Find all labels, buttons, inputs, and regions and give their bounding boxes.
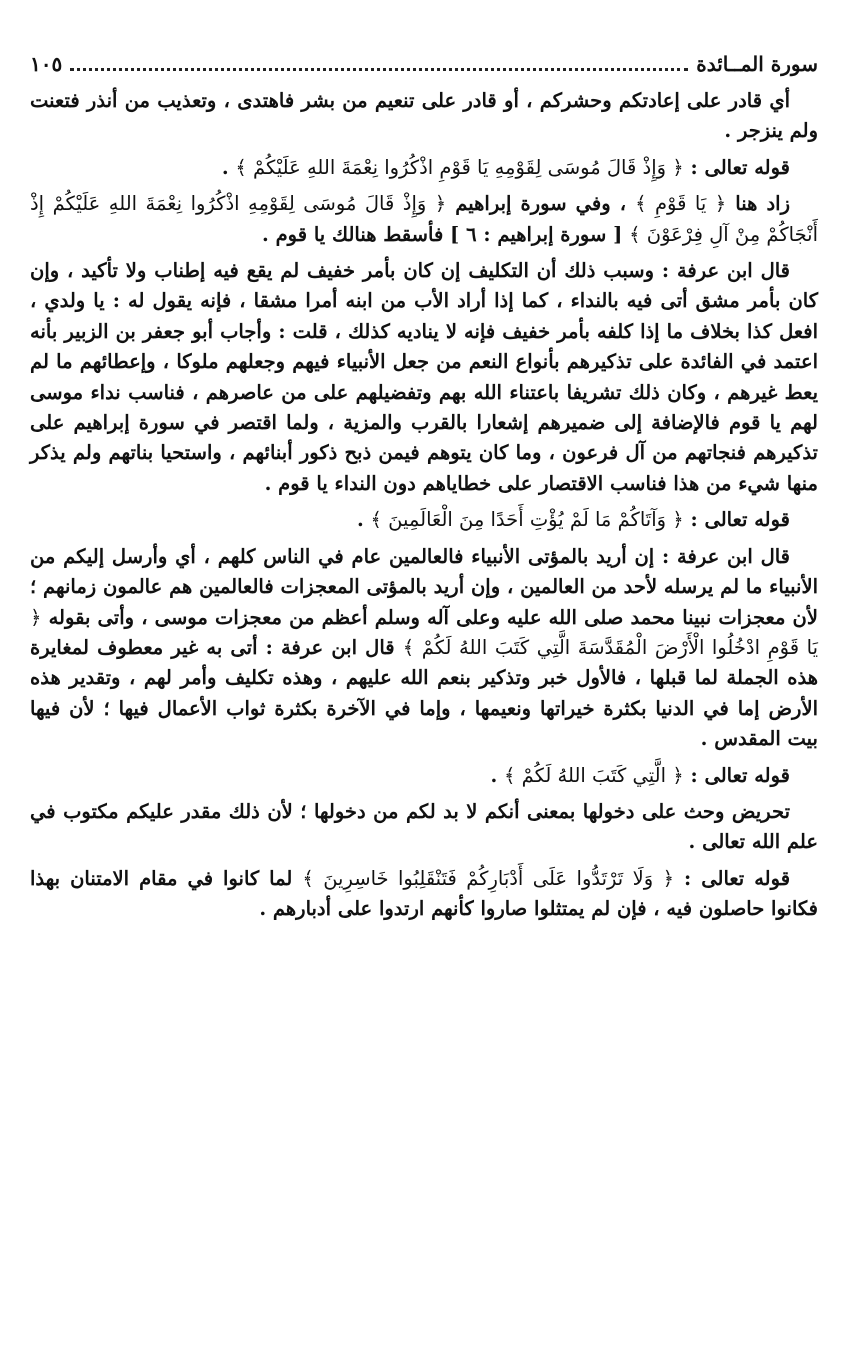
quran-verse: ﴿ وَإِذْ قَالَ مُوسَى لِقَوْمِهِ يَا قَوْمِ اذْكُرُوا نِعْمَةَ اللهِ عَلَيْكُمْ ﴾ — [235, 155, 684, 179]
text-segment: قوله تعالى : — [683, 155, 790, 179]
text-segment: ، وفي سورة إبراهيم — [446, 192, 636, 216]
text-segment: قال ابن عرفة : إن أريد بالمؤتى الأنبياء فالعالمين عام في الناس كلهم ، أي وأرسل إليكم من الأنبياء ما لم يرسله لأحد من العالمين ، وإن أريد بالمؤتى المعجزات فالعالمين هم عالمون زمانهم ؛ لأن معجزات نبينا محمد صلى الله عليه وعلى آله وسلم أعظم من معجزات موسى ، وأتى بقوله — [30, 544, 818, 629]
text-segment: تحريض وحث على دخولها بمعنى أنكم لا بد لكم من دخولها ؛ لأن ذلك مقدر عليكم مكتوب في علم الله تعالى . — [30, 799, 818, 854]
verse-citation-paragraph — [30, 864, 818, 925]
quran-verse: ﴿ الَّتِي كَتَبَ اللهُ لَكُمْ ﴾ — [504, 763, 684, 787]
quran-verse: ﴿ يَا قَوْمِ ادْخُلُوا الْأَرْضَ الْمُقَدَّسَةَ الَّتِي كَتَبَ اللهُ لَكُمْ ﴾ — [30, 605, 818, 659]
text-segment: قال ابن عرفة : أتى به غير معطوف لمغايرة هذه الجملة لما قبلها ، فالأول خبر وتذكير بنعم الله عليهم ، وهذه تكليف وأمر لهم ، وتقدير هذه الأرض إما في الدنيا بكثرة خيراتها ونعيمها ، وإما في الآخرة بكثرة ثواب الأعمال فيها ؛ لأن فيها بيت المقدس . — [30, 635, 818, 751]
text-segment: . — [490, 763, 505, 787]
text-segment: لما كانوا في مقام الامتنان بهذا فكانوا حاصلون فيه ، فإن لم يمتثلوا صاروا كأنهم ارتدوا على أدبارهم . — [30, 866, 818, 921]
quran-verse: ﴿ يَا قَوْمِ ﴾ — [635, 192, 727, 216]
paragraph — [30, 797, 818, 858]
quran-verse: ﴿ وَلَا تَرْتَدُّوا عَلَى أَدْبَارِكُمْ فَتَنْقَلِبُوا خَاسِرِينَ ﴾ — [302, 866, 675, 890]
text-segment: قوله تعالى : — [674, 866, 791, 890]
quran-verse: ﴿ وَآتَاكُمْ مَا لَمْ يُؤْتِ أَحَدًا مِنَ الْعَالَمِينَ ﴾ — [370, 508, 684, 532]
surah-title: سورة المــائدة — [696, 52, 818, 76]
text-segment: [ سورة إبراهيم : ٦ ] فأسقط هنالك يا قوم . — [262, 222, 630, 246]
running-header — [30, 52, 818, 80]
quran-verse: ﴿ وَإِذْ قَالَ مُوسَى لِقَوْمِهِ اذْكُرُوا نِعْمَةَ اللهِ عَلَيْكُمْ إِذْ أَنْجَاكُمْ مِنْ آلِ فِرْعَوْنَ ﴾ — [30, 192, 818, 246]
paragraph — [30, 189, 818, 250]
text-segment: . — [221, 155, 236, 179]
verse-citation-paragraph — [30, 153, 818, 183]
book-page — [30, 52, 818, 925]
text-segment: أي قادر على إعادتكم وحشركم ، أو قادر على تنعيم من بشر فاهتدى ، وتعذيب من أنذر فتعنت ولم ينزجر . — [30, 89, 818, 143]
paragraph — [30, 86, 818, 147]
paragraph — [30, 256, 818, 499]
text-segment: قال ابن عرفة : وسبب ذلك أن التكليف إن كان بأمر خفيف لم يقع فيه إطناب ولا تأكيد ، وإن كان بأمر مشق أتى فيه بالنداء ، كما إذا أراد الأب من ابنه أمرا مشقا ، فإنه يقول له : يا ولدي ، افعل كذا بخلاف ما إذا كلفه بأمر خفيف فإنه لا يناديه كذلك ، قلت : وأجاب أبو جعفر بن الزبير بأنه اعتمد في الفائدة على تذكيرهم بأنواع النعم من جعل الأنبياء فيهم وجعلهم ملوكا ، وإعطائهم ما لم يعط غيرهم ، وكان ذلك تشريفا باعتناء الله بهم وتفضيلهم على من عاصرهم ، فناسب نداء موسى لهم يا قوم فالإضافة إلى ضميرهم إشعارا بالقرب والمزية ، ولما اقتصر في سورة إبراهيم على تذكيرهم فنجاتهم من آل فرعون ، وما كان يتوهم فيمن ذبح ذكور أبنائهم ، واستحيا بناتهم ولم يذكر منها شيء من هذا فناسب الاقتصار على خطاياهم دون النداء يا قوم . — [30, 259, 818, 495]
text-segment: زاد هنا — [726, 192, 790, 216]
paragraph — [30, 542, 818, 755]
text-segment: قوله تعالى : — [683, 508, 790, 532]
header-leader-dots — [70, 68, 688, 71]
page-number: ١٠٥ — [30, 52, 63, 76]
verse-citation-paragraph — [30, 505, 818, 535]
body-text — [30, 86, 818, 925]
verse-citation-paragraph — [30, 761, 818, 791]
text-segment: قوله تعالى : — [683, 763, 790, 787]
text-segment: . — [356, 508, 371, 532]
